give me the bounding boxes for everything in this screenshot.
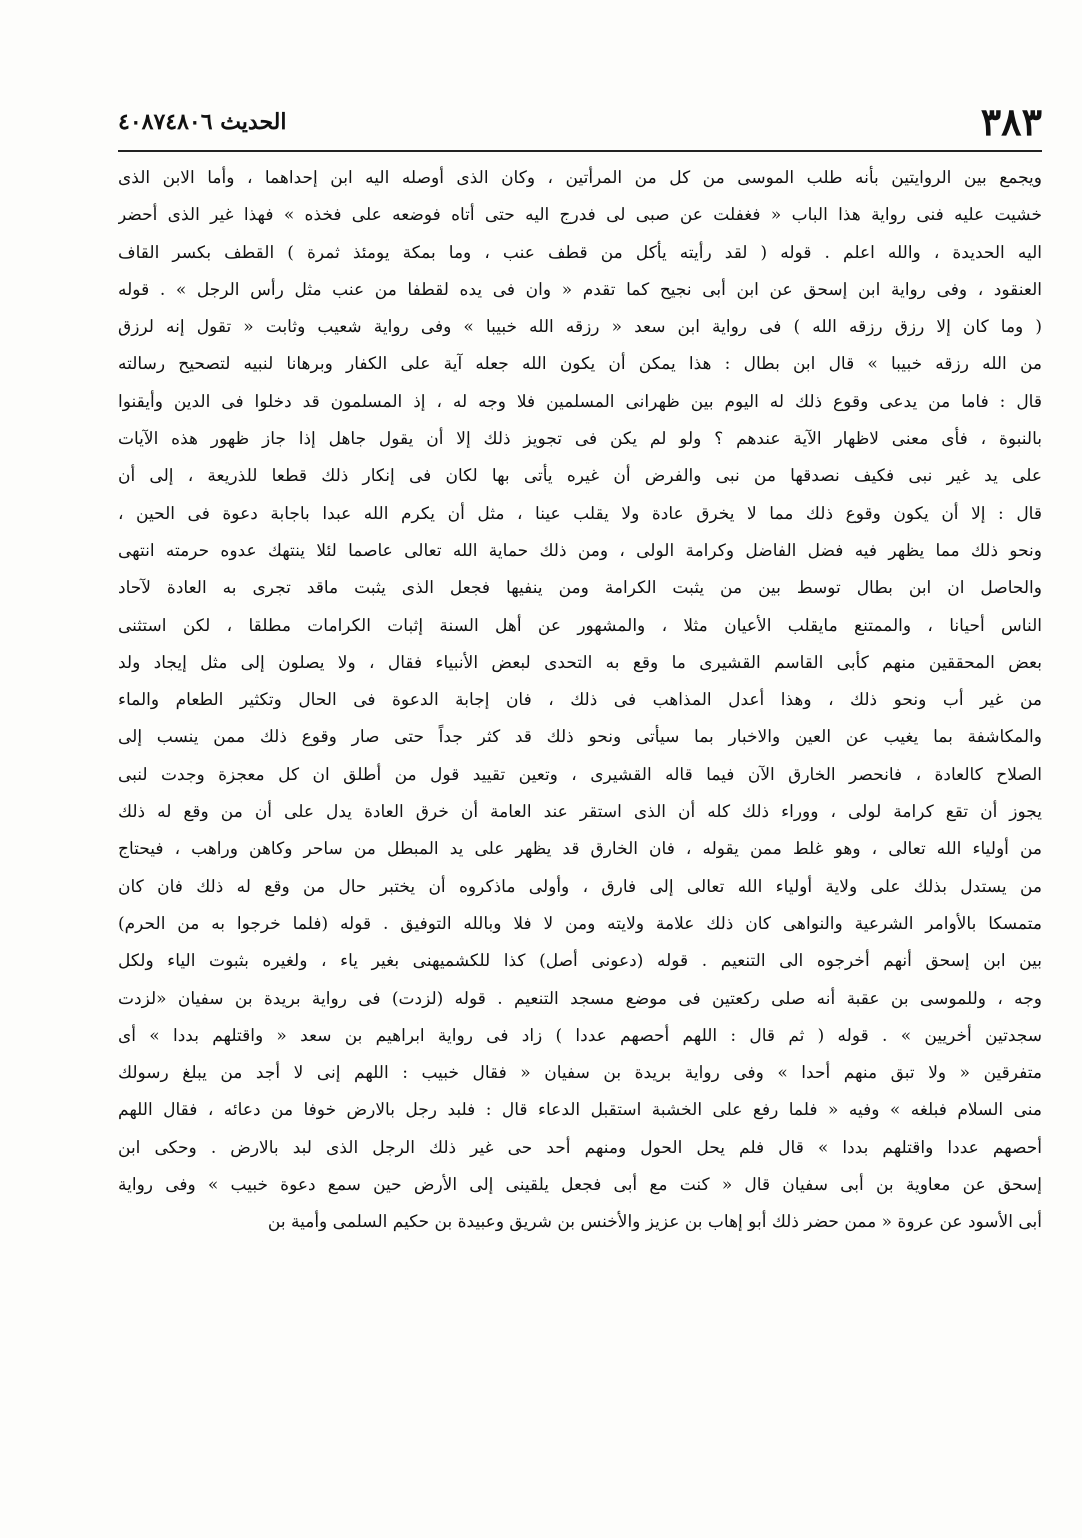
text-line: والحاصل ان ابن بطال توسط بين من يثبت الكرامة ومن ينفيها فجعل الذى يثبت ماقد تجرى به العادة لآحاد: [118, 578, 1042, 599]
commentary-text: [118, 160, 1042, 1242]
text-line: على يد غير نبى فكيف نصدقها من نبى والفرض أن غيره يأتى بها لكان فى إنكار ذلك قطعا للذريعة ، إلى أن: [118, 466, 1042, 487]
text-line: من غير أب ونحو ذلك ، وهذا أعدل المذاهب فى ذلك ، فان إجابة الدعوة فى الحال وتكثير الطعام والماء: [118, 690, 1042, 711]
text-line: قال : إلا أن يكون وقوع ذلك مما لا يخرق عادة ولا يقلب عينا ، مثل أن يكرم الله عبدا باجابة دعوة فى الحين ،: [118, 503, 1042, 524]
text-line: بين ابن إسحق أنهم أخرجوه الى التنعيم . قوله (دعونى أصل) كذا للكشميهنى بغير ياء ، ولغيره بثبوت الياء ولكل: [118, 951, 1042, 972]
text-line: ونحو ذلك مما يظهر فيه فضل الفاضل وكرامة الولى ، ومن ذلك حماية الله تعالى عاصما لئلا ينتهك عدوه حرمته انتهى: [118, 540, 1042, 561]
text-line: أبى الأسود عن عروة « ممن حضر ذلك أبو إهاب بن عزيز والأخنس بن شريق وعبيدة بن حكيم السلمى وأمية بن: [267, 1212, 1042, 1233]
text-line: الناس أحيانا ، والممتنع مايقلب الأعيان مثلا ، والمشهور عن أهل السنة إثبات الكرامات مطلقا ، لكن استثنى: [118, 615, 1042, 636]
text-line: متفرقين « ولا تبق منهم أحدا » وفى رواية بريدة بن سفيان « فقال خبيب : اللهم إنى لا أجد من يبلغ رسولك: [118, 1063, 1042, 1084]
text-line: العنقود ، وفى رواية ابن إسحق عن ابن أبى نجيح كما تقدم « وان فى يده لقطفا من عنب مثل رأس الرجل » . قوله: [118, 279, 1042, 300]
text-line: وجه ، وللموسى بن عقبة أنه صلى ركعتين فى موضع مسجد التنعيم . قوله (لزدت) فى رواية بريدة بن سفيان «لزدت: [118, 988, 1042, 1009]
page-number: ٣٨٣: [980, 99, 1042, 144]
text-line: قال : فاما من يدعى وقوع ذلك له اليوم بين ظهرانى المسلمين فلا وجه له ، إذ المسلمون قد دخلوا فى الدين وأيقنوا: [118, 391, 1042, 412]
text-line: من الله رزقه خبيبا » قال ابن بطال : هذا يمكن أن يكون الله جعله آية على الكفار وبرهانا لنبيه لتصحيح رسالته: [118, 354, 1042, 375]
text-line: بعض المحققين منهم كأبى القاسم القشيرى ما وقع به التحدى لبعض الأنبياء فقال ، ولا يصلون إلى مثل إيجاد ولد: [118, 652, 1042, 673]
page-header: [118, 96, 1042, 148]
text-line: يجوز أن تقع كرامة لولى ، ووراء ذلك كله أن الذى استقر عند العامة أن خرق العادة يدل على أن من وقع له ذلك: [118, 802, 1042, 823]
hadith-range: الحديث ٤٠٨٧٤٨٠٦: [118, 109, 287, 135]
text-line: سجدتين أخريين » . قوله ( ثم قال : اللهم أحصهم عددا ) زاد فى رواية ابراهيم بن سعد « واقتلهم بددا » أى: [118, 1025, 1042, 1046]
text-line: الصلاح كالعادة ، فانحصر الخارق الآن فيما قاله القشيرى ، وتعين تقييد قول من أطلق ان كل معجزة وجدت لنبى: [118, 764, 1042, 785]
text-line: ويجمع بين الروايتين بأنه طلب الموسى من كل من المرأتين ، وكان الذى أوصله اليه ابن إحداهما ، وأما الابن الذى: [118, 168, 1042, 188]
text-line: إسحق عن معاوية بن أبى سفيان قال « كنت مع أبى فجعل يلقينى إلى الأرض حين سمع دعوة خبيب » وفى رواية: [118, 1175, 1042, 1196]
text-line: أحصهم عددا واقتلهم بددا » قال فلم يحل الحول ومنهم أحد حى غير ذلك الرجل الذى لبد بالارض . وحكى ابن: [118, 1137, 1042, 1158]
text-line: اليه الحديدة ، والله اعلم . قوله ( لقد رأيته يأكل من قطف عنب ، وما بمكة يومئذ ثمرة ) القطف بكسر القاف: [118, 242, 1042, 263]
text-line: بالنبوة ، فأى معنى لاظهار الآية عندهم ؟ ولو لم يكن فى تجويز ذلك إلا أن يقول جاهل إذا جاز ظهور هذه الآيات: [118, 429, 1042, 450]
text-line: من أولياء الله تعالى ، وهو غلط ممن يقوله ، فان الخارق قد يظهر على يد المبطل من ساحر وكاهن وراهب ، فيحتاج: [118, 839, 1042, 860]
text-line: والمكاشفة بما يغيب عن العين والاخبار بما سيأتى ونحو ذلك قد كثر جداً حتى صار وقوع ذلك ممن ينسب إلى: [118, 727, 1042, 748]
header-rule: [118, 150, 1042, 152]
text-line: من يستدل بذلك على ولاية أولياء الله تعالى إلى فارق ، وأولى ماذكروه أن يختبر حال من وقع له ذلك فان كان: [118, 876, 1042, 897]
text-line: ( وما كان إلا رزق رزقه الله ) فى رواية ابن سعد « رزقه الله خبيبا » وفى رواية شعيب وثابت « تقول إنه لرزق: [118, 317, 1042, 338]
text-line: خشيت عليه فنى رواية هذا الباب « فغفلت عن صبى لى فدرج اليه حتى أتاه فوضعه على فخذه » فهذا غير الذى أحضر: [118, 205, 1042, 226]
text-line: متمسكا بالأوامر الشرعية والنواهى كان ذلك علامة ولايته ومن لا فلا وبالله التوفيق . قوله (فلما خرجوا به من الحرم): [118, 913, 1042, 934]
text-line: منى السلام فبلغه » وفيه « فلما رفع على الخشبة استقبل الدعاء قال : فلبد رجل بالارض خوفا من دعائه ، فقال اللهم: [118, 1100, 1042, 1121]
